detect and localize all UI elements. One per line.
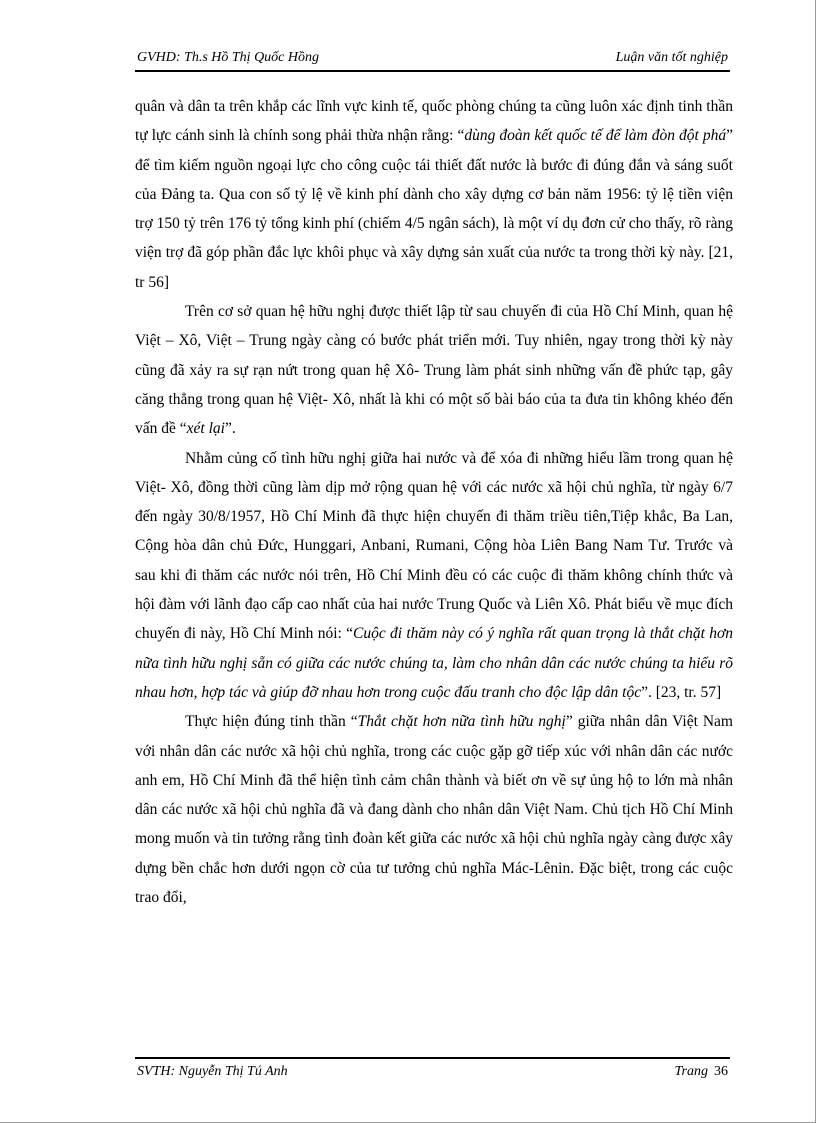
footer-page bbox=[675, 1064, 728, 1080]
page-footer bbox=[135, 1057, 730, 1081]
italic-quote: Cuộc đi thăm này có ý nghĩa rất quan trọng là thắt chặt hơn nữa tình hữu nghị sẵn có giữa các nước chúng ta, làm cho nhân dân các nước chúng ta hiểu rõ nhau hơn, hợp tác và giúp đỡ nhau hơn trong cuộc đấu tranh cho độc lập dân tộc bbox=[135, 625, 734, 701]
page-label: Trang bbox=[674, 1064, 708, 1079]
text-run: ”. bbox=[224, 420, 236, 438]
paragraph bbox=[135, 444, 733, 708]
text-run: quân và dân ta trên khắp các lĩnh vực kinh tế, quốc phòng chúng ta cũng luôn xác định tinh thần tự lực cánh sinh là chính song phải thừa nhận rằng: “ bbox=[135, 98, 733, 145]
italic-quote: dùng đoàn kết quốc tế để làm đòn đột phá bbox=[464, 127, 727, 145]
header-advisor: GVHD: Th.s Hồ Thị Quốc Hồng bbox=[137, 50, 319, 65]
page-number: 36 bbox=[714, 1064, 728, 1079]
paragraph bbox=[135, 92, 733, 297]
italic-quote: xét lại bbox=[186, 420, 225, 438]
body-text bbox=[135, 92, 733, 912]
text-run: ” để tìm kiếm nguồn ngoại lực cho công cuộc tái thiết đất nước là bước đi đúng đắn và sáng suốt của Đảng ta. Qua con số tỷ lệ về kinh phí dành cho xây dựng cơ bản năm 1956: tỷ lệ tiền viện trợ 150 tỷ trên 176 tỷ tổng kinh phí (chiếm 4/5 ngân sách), là một ví dụ đơn cử cho thấy, rõ ràng viện trợ đã góp phần đắc lực khôi phục và xây dựng sản xuất của nước ta trong thời kỳ này. [21, tr 56] bbox=[135, 127, 733, 291]
text-run: Trên cơ sở quan hệ hữu nghị được thiết lập từ sau chuyến đi của Hồ Chí Minh, quan hệ Việt – Xô, Việt – Trung ngày càng có bước phát triển mới. Tuy nhiên, ngay trong thời kỳ này cũng đã xảy ra sự rạn nứt trong quan hệ Xô- Trung làm phát sinh những vấn đề phức tạp, gây căng thẳng trong quan hệ Việt- Xô, nhất là khi có một số bài báo của ta đưa tin không khéo đến vấn đề “ bbox=[135, 303, 733, 438]
footer-author: SVTH: Nguyễn Thị Tú Anh bbox=[137, 1064, 288, 1079]
paragraph bbox=[135, 297, 733, 443]
header-title: Luận văn tốt nghiệp bbox=[615, 50, 728, 65]
paragraph bbox=[135, 707, 733, 912]
text-run: Nhằm củng cố tình hữu nghị giữa hai nước và để xóa đi những hiểu lầm trong quan hệ Việt- Xô, đồng thời cũng làm dịp mở rộng quan hệ với các nước xã hội chủ nghĩa, từ ngày 6/7 đến ngày 30/8/1957, Hồ Chí Minh đã thực hiện chuyến đi thăm triều tiên,Tiệp khắc, Ba Lan, Cộng hòa dân chủ Đức, Hunggari, Anbani, Rumani, Cộng hòa Liên Bang Nam Tư. Trước và sau khi đi thăm các nước nói trên, Hồ Chí Minh đều có các cuộc đi thăm không chính thức và hội đàm với lãnh đạo cấp cao nhất của hai nước Trung Quốc và Liên Xô. Phát biểu về mục đích chuyến đi này, Hồ Chí Minh nói: “ bbox=[135, 449, 733, 643]
text-run: ” giữa nhân dân Việt Nam với nhân dân các nước xã hội chủ nghĩa, trong các cuộc gặp gỡ tiếp xúc với nhân dân các nước anh em, Hồ Chí Minh đã thể hiện tình cảm chân thành và biết ơn về sự ủng hộ to lớn mà nhân dân các nước xã hội chủ nghĩa đã và đang dành cho nhân dân Việt Nam. Chủ tịch Hồ Chí Minh mong muốn và tin tưởng rằng tình đoàn kết giữa các nước xã hội chủ nghĩa ngày càng được xây dựng bền chắc hơn dưới ngọn cờ của tư tưởng chủ nghĩa Mác-Lênin. Đặc biệt, trong các cuộc trao đổi, bbox=[135, 713, 733, 907]
page-header bbox=[135, 50, 730, 72]
text-run: ”. [23, tr. 57] bbox=[641, 683, 722, 701]
italic-quote: Thắt chặt hơn nữa tình hữu nghị bbox=[357, 713, 566, 731]
text-run: Thực hiện đúng tinh thần “ bbox=[185, 713, 358, 731]
